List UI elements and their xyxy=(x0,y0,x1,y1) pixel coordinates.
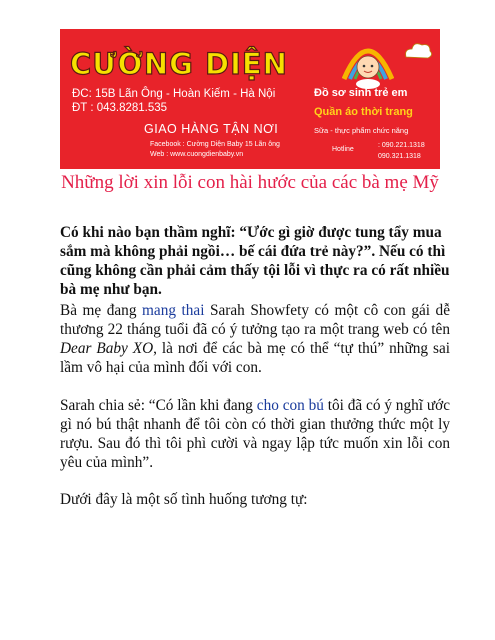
product-tag: Quần áo thời trang xyxy=(314,106,413,118)
cloud-decoration-icon xyxy=(402,39,434,63)
product-tag: Đồ sơ sinh trẻ em xyxy=(314,87,408,99)
store-address: ĐC: 15B Lãn Ông - Hoàn Kiếm - Hà Nội xyxy=(72,88,276,100)
mang-thai-link[interactable]: mang thai xyxy=(142,302,205,319)
paragraph-text: tôi đã có ý nghĩ ước gì nó bú thật nhanh để tôi còn có thời gian thưởng thức một ly rượu. Sau đó thì tôi phì cười và ngay lập tức muốn xin lỗi con yêu của mình”. xyxy=(60,397,451,471)
store-banner xyxy=(60,29,440,169)
hotline-number: 090.321.1318 xyxy=(378,153,421,160)
brand-logo-text: CƯỜNG DIỆN xyxy=(70,47,288,81)
article-title: Những lời xin lỗi con hài hước của các bà mẹ Mỹ xyxy=(61,172,439,193)
hotline-number: : 090.221.1318 xyxy=(378,142,425,149)
paragraph-text: , là nơi để các bà mẹ có thể “tự thú” những sai lầm vô hại của mình đối với con. xyxy=(60,340,450,376)
paragraph xyxy=(60,301,450,377)
cho-con-bu-link[interactable]: cho con bú xyxy=(256,397,324,414)
paragraph-text: Sarah Showfety có một cô con gái dễ thương 22 tháng tuổi đã có ý tưởng tạo ra một trang web có tên xyxy=(60,302,450,338)
website-info: Web : www.cuongdienbaby.vn xyxy=(150,151,244,158)
delivery-slogan: GIAO HÀNG TẬN NƠI xyxy=(144,122,279,136)
product-tag: Sữa - thực phẩm chức năng xyxy=(314,126,409,135)
article-lead: Có khi nào bạn thầm nghĩ: “Ước gì giờ được tung tẩy mua sắm mà không phải ngồi… bế cái đứa trẻ này?”. Nếu có thì cũng không cần phải cảm thấy tội lỗi vì thực ra có rất nhiều bà mẹ như bạn. xyxy=(60,224,450,298)
paragraph: Dưới đây là một số tình huống tương tự: xyxy=(60,491,308,508)
paragraph-text: Sarah chia sẻ: “Có lần khi đang xyxy=(60,397,257,414)
facebook-info: Facebook : Cường Diện Baby 15 Lãn ông xyxy=(150,141,280,148)
paragraph-text: Bà mẹ đang xyxy=(60,302,142,319)
store-phone: ĐT : 043.8281.535 xyxy=(72,102,168,114)
site-name: Dear Baby XO xyxy=(60,340,154,357)
baby-mascot-icon xyxy=(342,33,394,89)
paragraph xyxy=(60,396,450,472)
hotline-label: Hotline xyxy=(332,146,354,153)
